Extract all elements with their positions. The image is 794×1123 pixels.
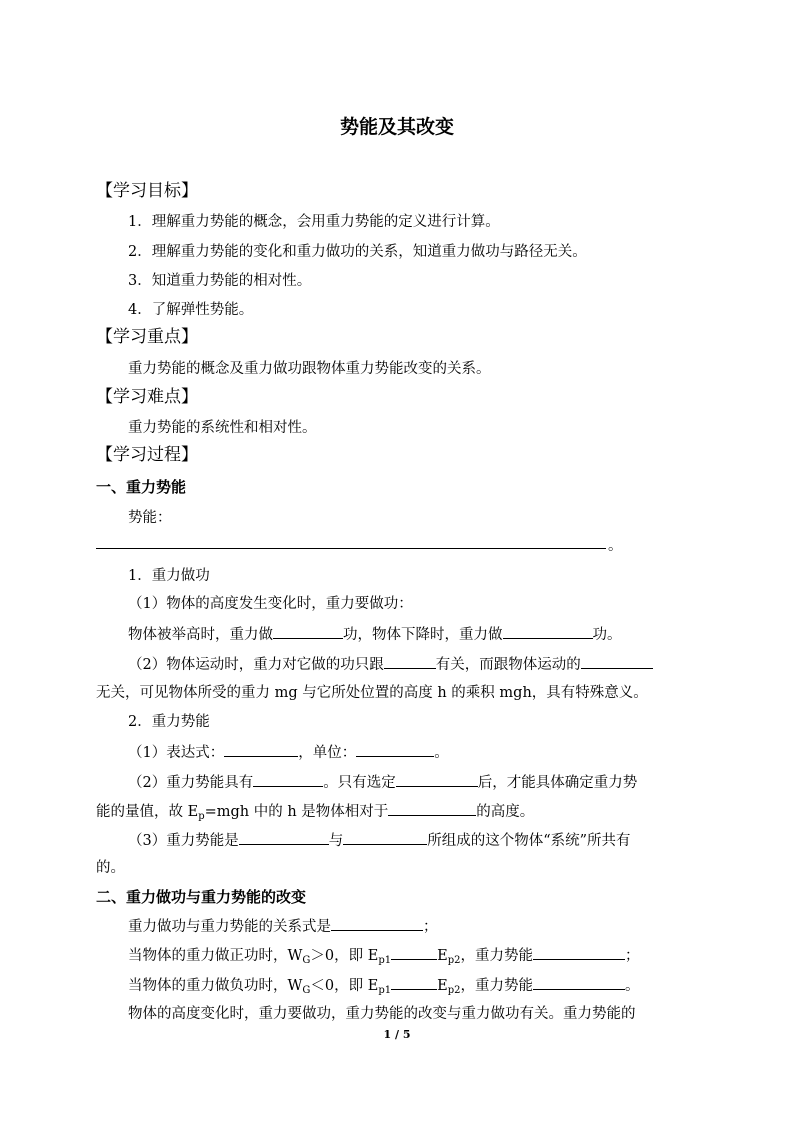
gravity-work-1: （1）物体的高度发生变化时，重力要做功： [128,596,413,612]
blank [239,830,329,845]
height-change-line: 物体的高度变化时，重力要做功，重力势能的改变与重力做功有关。重力势能的 [128,1006,636,1022]
process-heading: 【学习过程】 [96,445,198,465]
potential-energy-2: （2）重力势能具有 。只有选定 后，才能具体确定重力势 [128,772,637,793]
negative-work-line: 当物体的重力做负功时，$W_G<0$，即 $E_{p1}$ $E_{p2}$，重力势能 。 [128,975,639,1001]
period: 。 [608,538,623,554]
key-points-text: 重力势能的概念及重力做功跟物体重力势能改变的关系。 [128,361,491,377]
answer-line [96,548,606,549]
positive-work-line: 当物体的重力做正功时，$W_G>0$，即 $E_{p1}$ $E_{p2}$，重力势能 ； [128,945,639,971]
blank [273,624,343,639]
blank [391,975,437,990]
key-points-heading: 【学习重点】 [96,327,198,347]
relation-line: 重力做功与重力势能的关系式是 ； [128,916,438,937]
difficulties-heading: 【学习难点】 [96,387,198,407]
potential-energy-title: 2．重力势能 [128,714,210,730]
blank [503,624,593,639]
blank [356,742,434,757]
blank [224,742,298,757]
potential-energy-3: （3）重力势能是 与 所组成的这个物体“系统”所共有 [128,830,631,851]
blank [396,772,478,787]
goal-item: 4．了解弹性势能。 [128,302,254,318]
potential-energy-2d: 能的量值，故 $E_p=mgh$ 中的 h 是物体相对于 的高度。 [96,801,534,827]
gravity-work-1b: 物体被举高时，重力做 功，物体下降时，重力做 功。 [128,624,622,645]
blank [533,975,625,990]
potential-energy-1: （1）表达式： ，单位： 。 [128,742,449,763]
blank [343,830,427,845]
page-number: 1 / 5 [383,1028,411,1041]
gravity-work-2: （2）物体运动时，重力对它做的功只跟 有关，而跟物体运动的 [128,654,653,675]
blank [581,654,653,669]
section1-heading: 一、重力势能 [96,478,187,496]
blank [533,945,625,960]
blank [391,945,437,960]
blank [384,654,436,669]
goals-heading: 【学习目标】 [96,181,198,201]
blank [331,916,423,931]
difficulties-text: 重力势能的系统性和相对性。 [128,420,317,436]
gravity-work-2c: 无关，可见物体所受的重力 mg 与它所处位置的高度 h 的乘积 mgh，具有特殊意义。 [96,685,648,701]
blank [388,801,476,816]
potential-energy-3d: 的。 [96,860,125,876]
potential-label: 势能： [128,510,172,526]
section2-heading: 二、重力做功与重力势能的改变 [96,888,307,906]
gravity-work-title: 1．重力做功 [128,568,210,584]
goal-item: 2．理解重力势能的变化和重力做功的关系，知道重力做功与路径无关。 [128,244,587,260]
goal-item: 1．理解重力势能的概念，会用重力势能的定义进行计算。 [128,214,500,230]
goal-item: 3．知道重力势能的相对性。 [128,273,312,289]
blank [253,772,323,787]
page-title: 势能及其改变 [339,116,454,138]
